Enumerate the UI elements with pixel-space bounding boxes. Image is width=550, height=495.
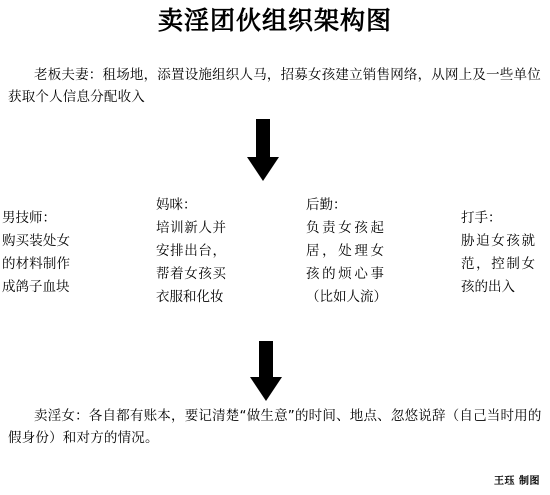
role-description: 负责女孩起居，处理女孩的烦心事（比如人流） bbox=[306, 220, 387, 305]
arrow-head bbox=[250, 377, 282, 401]
arrow-shaft bbox=[259, 341, 273, 379]
down-arrow-top bbox=[247, 119, 279, 181]
role-madam bbox=[156, 194, 226, 309]
role-label: 打手： bbox=[461, 210, 502, 226]
prostitute-description: 卖淫女：各自都有账本，要记清楚“做生意”的时间、地点、忽悠说辞（自己当时用的假身份）和对方的情况。 bbox=[8, 408, 542, 446]
role-description: 购买装处女的材料制作成鸽子血块 bbox=[2, 233, 70, 295]
role-description: 培训新人并安排出台，帮着女孩买衣服和化妆 bbox=[156, 220, 226, 305]
role-logistics bbox=[306, 194, 387, 309]
arrow-head bbox=[247, 157, 279, 181]
role-enforcer bbox=[461, 207, 535, 299]
diagram-title: 卖淫团伙组织架构图 bbox=[157, 6, 392, 35]
down-arrow-bottom bbox=[250, 341, 282, 403]
role-label: 妈咪： bbox=[156, 197, 197, 213]
boss-couple-description: 老板夫妻：租场地，添置设施组织人马，招募女孩建立销售网络，从网上及一些单位获取个人信息分配收入 bbox=[8, 67, 541, 105]
role-label: 后勤： bbox=[306, 197, 347, 213]
credit-line: 王珏 制图 bbox=[494, 476, 540, 487]
role-label: 男技师： bbox=[2, 210, 56, 226]
role-description: 胁迫女孩就范，控制女孩的出入 bbox=[461, 233, 535, 295]
arrow-shaft bbox=[256, 119, 270, 159]
role-technician bbox=[2, 207, 70, 299]
